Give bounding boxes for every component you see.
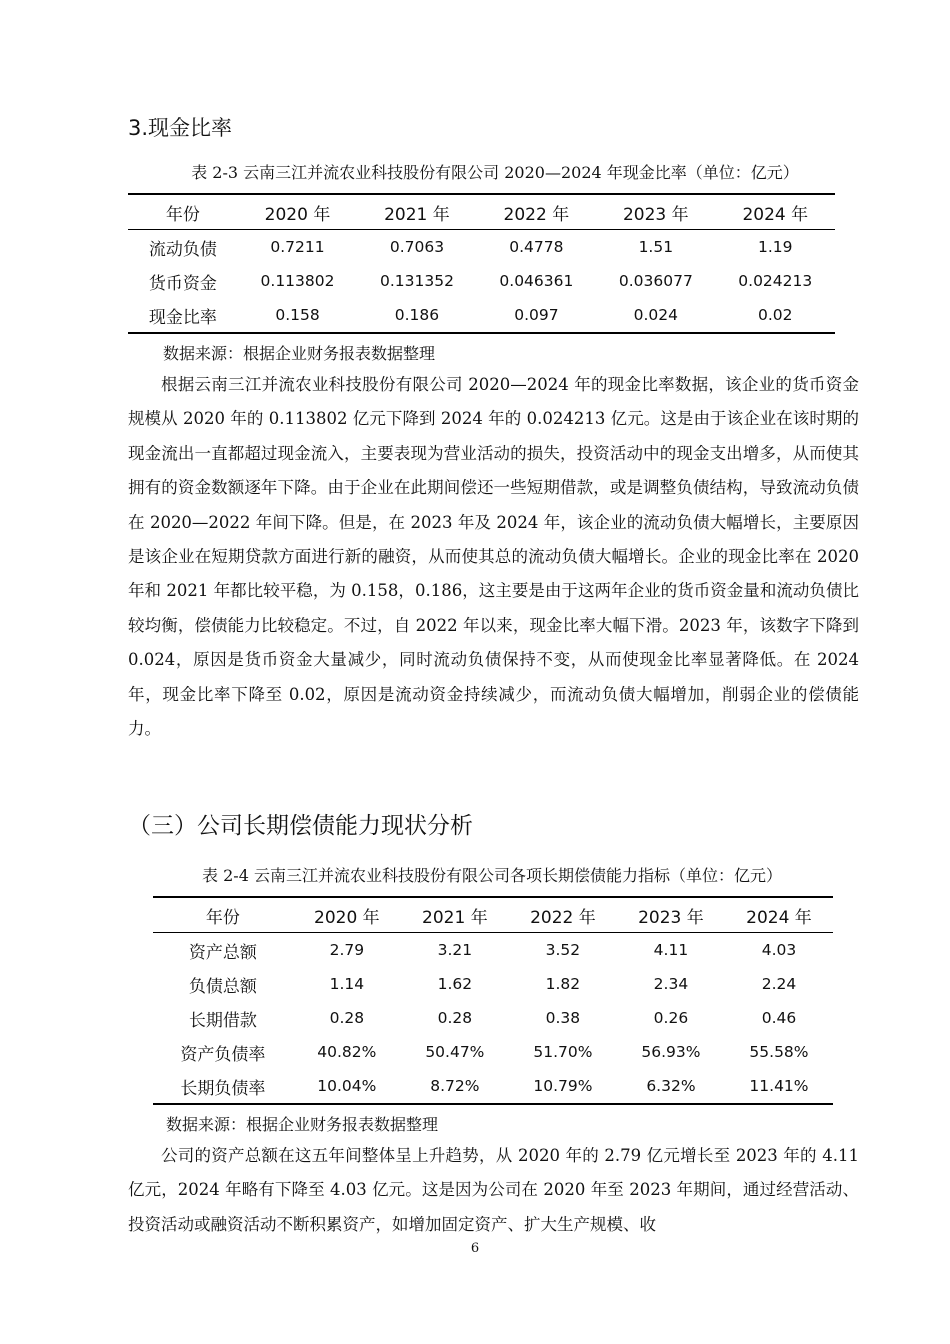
table-cell: 0.024: [596, 298, 715, 333]
table-header-cell: 2022 年: [509, 897, 617, 933]
long-term-solvency-table: [153, 896, 833, 1105]
section-heading-long-term-solvency: （三）公司长期偿债能力现状分析: [128, 813, 473, 839]
table-cell: 0.4778: [509, 238, 564, 256]
table-cell: 50.47%: [425, 1043, 485, 1061]
table-cell: 0.7211: [270, 238, 325, 256]
row-label: 流动负债: [148, 239, 217, 260]
section-heading-cash-ratio: 3.现金比率: [128, 116, 233, 140]
table-cell: 1.62: [437, 975, 473, 993]
table-cell: 2.34: [653, 975, 689, 993]
row-label: 资产负债率: [180, 1044, 266, 1065]
table-cell: 1.82: [545, 975, 581, 993]
table-row: [153, 967, 833, 1001]
table-cell: 0.46: [761, 1009, 797, 1027]
table-cell: 10.04%: [293, 1069, 401, 1104]
row-label: 负债总额: [188, 976, 257, 997]
row-label: 货币资金: [148, 273, 217, 294]
table-row: [153, 1035, 833, 1069]
table-cell: 56.93%: [641, 1043, 701, 1061]
table-row: [153, 933, 833, 968]
table-cell: 0.28: [329, 1009, 365, 1027]
table-row: [128, 230, 835, 265]
table-header-cell: 2024 年: [725, 897, 833, 933]
table-header-row: [128, 194, 835, 230]
table-cell: 1.14: [329, 975, 365, 993]
table-cell: 0.097: [477, 298, 596, 333]
body-paragraph-cash-ratio: 根据云南三江并流农业科技股份有限公司 2020—2024 年的现金比率数据，该企业的货币资金规模从 2020 年的 0.113802 亿元下降到 2024 年的 0.024213 亿元。这是由于该企业在该时期的现金流出一直都超过现金流入，主要表现为营业活动的损失，投资活动中的现金支出增多，从而使其拥有的资金数额逐年下降。由于企业在此期间偿还一些短期借款，或是调整负债结构，导致流动负债在 2020—2022 年间下降。但是，在 2023 年及 2024 年，该企业的流动负债大幅增长，主要原因是该企业在短期贷款方面进行新的融资，从而使其总的流动负债大幅增长。企业的现金比率在 2020 年和 2021 年都比较平稳，为 0.158，0.186，这主要是由于这两年企业的货币资金量和流动负债比较均衡，偿债能力比较稳定。不过，自 2022 年以来，现金比率大幅下滑。2023 年，该数字下降到 0.024，原因是货币资金大量减少，同时流动负债保持不变，从而使现金比率显著降低。在 2024 年，现金比率下降至 0.02，原因是流动资金持续减少，而流动负债大幅增加，削弱企业的偿债能力。: [128, 375, 859, 739]
table-header-cell: 2020 年: [238, 194, 357, 230]
table-cell: 8.72%: [401, 1069, 509, 1104]
table2-caption: 表 2-4 云南三江并流农业科技股份有限公司各项长期偿债能力指标（单位：亿元）: [202, 866, 782, 885]
table-cell: 0.046361: [499, 272, 574, 290]
table-cell: 0.26: [653, 1009, 689, 1027]
table-cell: 0.024213: [738, 272, 813, 290]
table-cell: 0.38: [545, 1009, 581, 1027]
table-cell: 0.02: [716, 298, 835, 333]
table-header-cell: 2024 年: [716, 194, 835, 230]
table-cell: 0.113802: [260, 272, 335, 290]
table-cell: 55.58%: [749, 1043, 809, 1061]
table-header-cell: 2023 年: [596, 194, 715, 230]
table-header-cell: 年份: [128, 194, 238, 230]
table1-caption: 表 2-3 云南三江并流农业科技股份有限公司 2020—2024 年现金比率（单位：亿元）: [191, 163, 799, 182]
table-header-cell: 年份: [153, 897, 293, 933]
row-label: 长期借款: [188, 1010, 257, 1031]
table-header-cell: 2022 年: [477, 194, 596, 230]
row-label: 长期负债率: [153, 1069, 293, 1104]
table-cell: 0.131352: [379, 272, 454, 290]
table-cell: 0.158: [238, 298, 357, 333]
table-cell: 51.70%: [533, 1043, 593, 1061]
table-cell: 1.51: [638, 238, 674, 256]
table-header-cell: 2020 年: [293, 897, 401, 933]
table-cell: 3.52: [545, 941, 581, 959]
table-cell: 2.24: [761, 975, 797, 993]
table-cell: 0.28: [437, 1009, 473, 1027]
table1-source-note: 数据来源：根据企业财务报表数据整理: [163, 344, 436, 363]
body-paragraph-long-term: 公司的资产总额在这五年间整体呈上升趋势，从 2020 年的 2.79 亿元增长至 2023 年的 4.11 亿元，2024 年略有下降至 4.03 亿元。这是因为公司在 2020 年至 2023 年期间，通过经营活动、投资活动或融资活动不断积累资产，如增加固定资产、扩大生产规模、收: [128, 1146, 859, 1234]
table-cell: 2.79: [329, 941, 365, 959]
table-row: [153, 1001, 833, 1035]
table-header-cell: 2023 年: [617, 897, 725, 933]
table-header-row: [153, 897, 833, 933]
row-label: 现金比率: [128, 298, 238, 333]
table-cell: 4.03: [761, 941, 797, 959]
table-header-cell: 2021 年: [401, 897, 509, 933]
table-cell: 0.186: [357, 298, 476, 333]
page-number: 6: [470, 1241, 480, 1256]
table-cell: 6.32%: [617, 1069, 725, 1104]
table-row: [153, 1069, 833, 1104]
table-header-cell: 2021 年: [357, 194, 476, 230]
table-cell: 4.11: [653, 941, 689, 959]
table-cell: 40.82%: [317, 1043, 377, 1061]
row-label: 资产总额: [188, 942, 257, 963]
table-cell: 3.21: [437, 941, 473, 959]
table-cell: 0.036077: [618, 272, 693, 290]
cash-ratio-table: [128, 193, 835, 334]
table-cell: 1.19: [758, 238, 793, 256]
table2-source-note: 数据来源：根据企业财务报表数据整理: [166, 1115, 439, 1134]
table-row: [128, 298, 835, 333]
table-cell: 11.41%: [725, 1069, 833, 1104]
table-cell: 0.7063: [389, 238, 445, 256]
table-row: [128, 264, 835, 298]
table-cell: 10.79%: [509, 1069, 617, 1104]
